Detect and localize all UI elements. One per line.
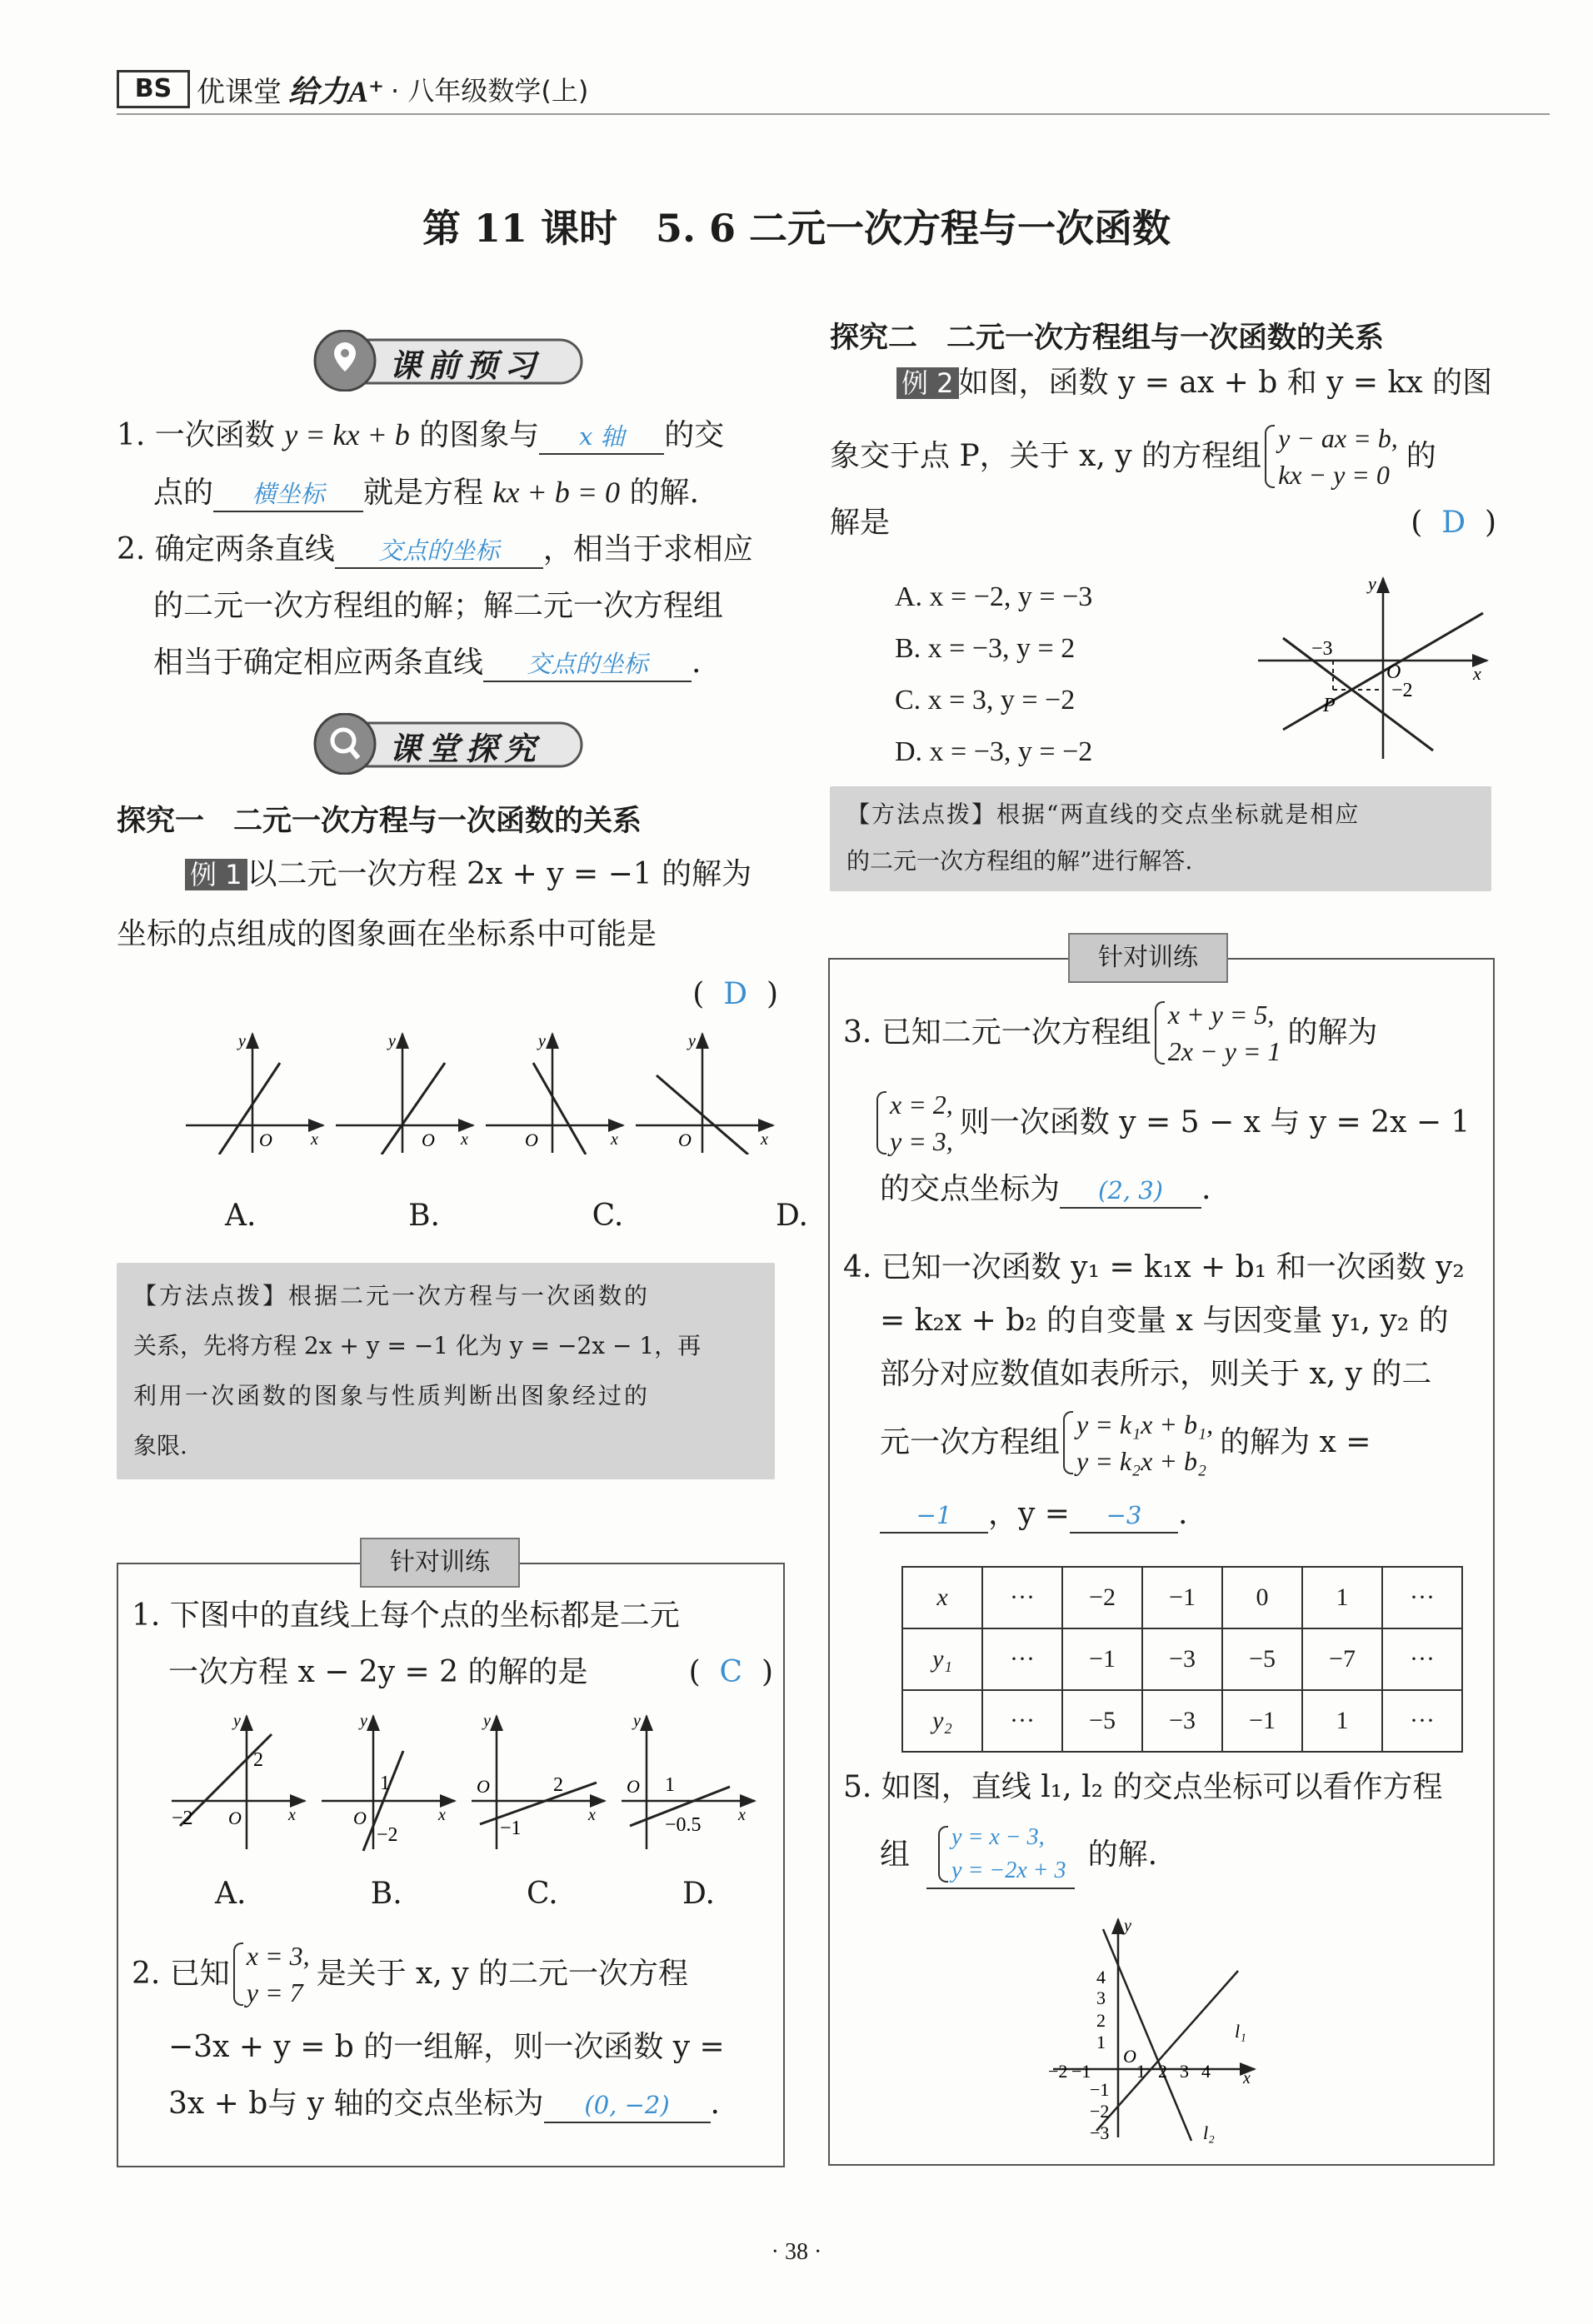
graph-d-ylabel: y (688, 1032, 696, 1050)
svg-text:4: 4 (1096, 1967, 1106, 1987)
page-header (117, 68, 588, 110)
header-rule (117, 113, 1550, 115)
q5-graph (1046, 1913, 1296, 2146)
svg-text:−0.5: −0.5 (665, 1814, 702, 1836)
graph-option-c (486, 1032, 623, 1155)
example2-options (895, 571, 1092, 778)
table-row: x ··· −2 −1 0 1 ··· (902, 1567, 1462, 1628)
option-b-label[interactable]: B. (408, 1199, 440, 1233)
example1-tag: 例 1 (185, 859, 247, 890)
training1-q1-answer[interactable]: C (719, 1655, 743, 1689)
svg-text:y: y (1368, 573, 1376, 594)
preview-q2-line3: 相当于确定相应两条直线 交点的坐标 . (117, 638, 783, 688)
preview-q2 (117, 525, 783, 688)
preview-q1 (117, 410, 783, 518)
svg-text:1: 1 (380, 1773, 390, 1794)
option-d-label[interactable]: D. (775, 1199, 808, 1233)
training2-q4-answer-x[interactable]: −1 (880, 1499, 988, 1534)
svg-text:−1: −1 (1090, 2079, 1110, 2100)
t1-graph-a (172, 1712, 305, 1849)
page-number: · 38 · (771, 2239, 822, 2265)
series-name: 优课堂 (197, 75, 282, 109)
svg-text:3: 3 (1096, 1987, 1106, 2008)
preview-badge (310, 330, 585, 391)
training2-q4: 4. 已知一次函数 y₁ = k₁x + b₁ 和一次函数 y₂ = k₂x + b₂ 的自变量 x 与因变量 y₁, y₂ 的 部分对应数值如表所示，则关于 x, y 的二 元一次方程组 y = k₁x + b₁, y = k₂x + b₂ 的解为 x = −1 ，y = −3 . (843, 1243, 1485, 1539)
q2-system: x = 3, y = 7 (230, 1937, 310, 2011)
svg-text:l₂: l₂ (1203, 2122, 1215, 2143)
training1-ribbon: 针对训练 (360, 1538, 520, 1588)
explore2-title: 探究二 二元一次方程组与一次函数的关系 (830, 322, 1385, 355)
training2-q5-answer[interactable]: y = x − 3, y = −2x + 3 (926, 1821, 1075, 1889)
class-explore-badge-label: 课堂探究 (389, 730, 543, 767)
example1: 例 1 以二元一次方程 2x + y = −1 的解为 坐标的点组成的图象画在坐标系中可能是 ( D ) (117, 850, 783, 1020)
graph-d-origin: O (678, 1130, 692, 1150)
svg-text:−2: −2 (377, 1824, 398, 1846)
subject-name: · 八年级数学(上) (391, 75, 589, 107)
example1-graphs (182, 1030, 782, 1155)
svg-text:y: y (1124, 1917, 1131, 1935)
training1-q2: 2. 已知 x = 3, y = 7 是关于 x, y 的二元一次方程 −3x + y = b 的一组解，则一次函数 y = 3x + b与 y 轴的交点坐标为 (0, −2) . (132, 1937, 773, 2129)
svg-text:y: y (360, 1712, 367, 1730)
svg-text:−3: −3 (1090, 2122, 1110, 2143)
example1-answer-bracket: ( D ) (692, 977, 778, 1011)
option-a-label[interactable]: A. (225, 1199, 257, 1233)
example2-answer[interactable]: D (1441, 506, 1466, 540)
svg-text:2: 2 (553, 1774, 563, 1796)
t1-graph-d (622, 1712, 755, 1849)
svg-text:−1: −1 (500, 1818, 522, 1839)
preview-q2-line1: 2. 确定两条直线 交点的坐标 ，相当于求相应 (117, 525, 783, 575)
ex2-option-a[interactable]: A. x = −2, y = −3 (895, 581, 1093, 612)
training2-q3-answer[interactable]: (2, 3) (1060, 1174, 1201, 1209)
t1-option-b[interactable]: B. (370, 1877, 402, 1911)
graph-c-origin: O (525, 1130, 538, 1150)
svg-text:x: x (1473, 663, 1481, 684)
svg-text:−2: −2 (1048, 2061, 1068, 2082)
example2: 例 2 如图，函数 y = ax + b 和 y = kx 的图 象交于点 P，关于 x, y 的方程组 y − ax = b, kx − y = 0 的 解是 ( D ) (830, 358, 1496, 548)
svg-text:1: 1 (1136, 2061, 1146, 2082)
svg-text:x: x (588, 1806, 596, 1824)
training1-q1: 1. 下图中的直线上每个点的坐标都是二元 一次方程 x − 2y = 2 的解的是 ( C ) (132, 1591, 773, 1698)
brand-name: 给力A⁺ (288, 74, 385, 108)
graph-a-ylabel: y (238, 1032, 246, 1050)
svg-text:2: 2 (253, 1749, 263, 1771)
svg-text:O: O (627, 1776, 640, 1797)
training2-q5: 5. 如图，直线 l₁, l₂ 的交点坐标可以看作方程 组 y = x − 3, y = −2x + 3 的解. (843, 1763, 1485, 1889)
graph-b-xlabel: x (461, 1130, 468, 1149)
svg-text:−1: −1 (1071, 2061, 1091, 2082)
training2-q3: 3. 已知二元一次方程组 x + y = 5, 2x − y = 1 的解为 x = 2, y = 3, 则一次函数 y = 5 − x 与 y = 2x − 1 的交点坐标为 (2, 3) . (843, 996, 1485, 1214)
q3-solution: x = 2, y = 3, (873, 1086, 953, 1160)
svg-text:O: O (1123, 2046, 1136, 2067)
training1-q2-answer[interactable]: (0, −2) (544, 2088, 711, 2123)
svg-text:x: x (288, 1806, 296, 1824)
svg-text:y: y (233, 1712, 241, 1730)
svg-text:O: O (353, 1808, 367, 1828)
answer-q2-blank1[interactable]: 交点的坐标 (335, 534, 543, 569)
example2-system: y − ax = b, kx − y = 0 (1261, 420, 1398, 493)
training2-ribbon: 针对训练 (1068, 933, 1228, 983)
t1-graph-b (322, 1712, 455, 1851)
graph-d-xlabel: x (761, 1130, 768, 1149)
svg-text:4: 4 (1201, 2061, 1211, 2082)
graph-b-ylabel: y (388, 1032, 396, 1050)
training1-graphs (163, 1708, 780, 1866)
svg-text:O: O (228, 1808, 242, 1828)
ex2-option-b[interactable]: B. x = −3, y = 2 (895, 633, 1076, 664)
q4-system: y = k₁x + b₁, y = k₂x + b₂ (1060, 1406, 1213, 1479)
preview-q2-line2: 的二元一次方程组的解；解二元一次方程组 (153, 589, 724, 623)
example2-answer-bracket: ( D ) (1411, 506, 1496, 540)
preview-q1-line1: 1. 一次函数 y = kx + b 的图象与 x 轴 的交 (117, 410, 783, 461)
svg-text:−2: −2 (172, 1808, 193, 1829)
svg-text:y: y (633, 1712, 641, 1730)
graph-b-origin: O (422, 1130, 435, 1150)
example2-tag: 例 2 (896, 367, 959, 399)
graph-option-a (186, 1032, 323, 1155)
preview-badge-label: 课前预习 (389, 347, 543, 384)
example1-answer[interactable]: D (723, 977, 748, 1011)
svg-text:O: O (477, 1776, 490, 1797)
ex2-option-d[interactable]: D. x = −3, y = −2 (895, 736, 1093, 767)
svg-text:x: x (738, 1806, 746, 1824)
svg-text:3: 3 (1180, 2061, 1189, 2082)
answer-q1-blank2[interactable]: 横坐标 (213, 477, 363, 512)
graph-option-b (336, 1032, 473, 1155)
svg-text:y: y (483, 1712, 491, 1730)
q3-system: x + y = 5, 2x − y = 1 (1151, 996, 1281, 1070)
svg-text:x: x (438, 1806, 446, 1824)
training1-option-labels (215, 1869, 715, 1919)
ex2-option-c[interactable]: C. x = 3, y = −2 (895, 685, 1076, 716)
option-c-label[interactable]: C. (592, 1199, 624, 1233)
svg-text:2: 2 (1158, 2061, 1167, 2082)
table-row: y₂ ··· −5 −3 −1 1 ··· (902, 1690, 1462, 1752)
svg-text:P: P (1323, 695, 1336, 716)
t1-graph-c (472, 1712, 605, 1849)
method-tip-1: 【方法点拨】根据二元一次方程与一次函数的 关系，先将方程 2x + y = −1 化为 y = −2x − 1，再 利用一次函数的图象与性质判断出图象经过的 象限. (117, 1263, 775, 1479)
svg-text:x: x (1243, 2069, 1251, 2087)
training2-q4-answer-y[interactable]: −3 (1070, 1499, 1178, 1534)
answer-q2-blank2[interactable]: 交点的坐标 (483, 647, 692, 682)
svg-text:1: 1 (1096, 2032, 1106, 2052)
svg-text:O: O (1386, 661, 1401, 683)
t1-option-c[interactable]: C. (526, 1877, 558, 1911)
graph-c-xlabel: x (611, 1130, 618, 1149)
example1-option-labels (225, 1191, 808, 1241)
svg-text:2: 2 (1096, 2010, 1106, 2031)
page-title: 第 11 课时 5. 6 二元一次方程与一次函数 (422, 206, 1171, 251)
class-explore-badge (310, 713, 585, 775)
graph-option-d (636, 1032, 773, 1155)
explore1-title: 探究一 二元一次方程与一次函数的关系 (117, 805, 642, 838)
training1-q1-answer-bracket: ( C ) (688, 1655, 773, 1689)
svg-text:−2: −2 (1391, 680, 1413, 701)
svg-text:−2: −2 (1090, 2101, 1110, 2122)
graph-a-xlabel: x (311, 1130, 318, 1149)
method-tip-2: 【方法点拨】根据“两直线的交点坐标就是相应 的二元一次方程组的解”进行解答. (830, 786, 1491, 891)
t1-option-a[interactable]: A. (215, 1877, 247, 1911)
preview-q1-line2: 点的 横坐标 就是方程 kx + b = 0 的解. (117, 467, 783, 518)
example2-graph (1250, 571, 1500, 771)
table-row: y₁ ··· −1 −3 −5 −7 ··· (902, 1628, 1462, 1690)
q4-value-table (901, 1566, 1463, 1753)
graph-a-origin: O (259, 1130, 272, 1150)
svg-text:1: 1 (665, 1774, 675, 1796)
t1-option-d[interactable]: D. (682, 1877, 715, 1911)
answer-q1-blank1[interactable]: x 轴 (539, 420, 664, 455)
svg-text:−3: −3 (1311, 638, 1333, 660)
svg-text:l₁: l₁ (1235, 2021, 1246, 2042)
graph-c-ylabel: y (538, 1032, 546, 1050)
bs-logo: BS (117, 70, 190, 108)
